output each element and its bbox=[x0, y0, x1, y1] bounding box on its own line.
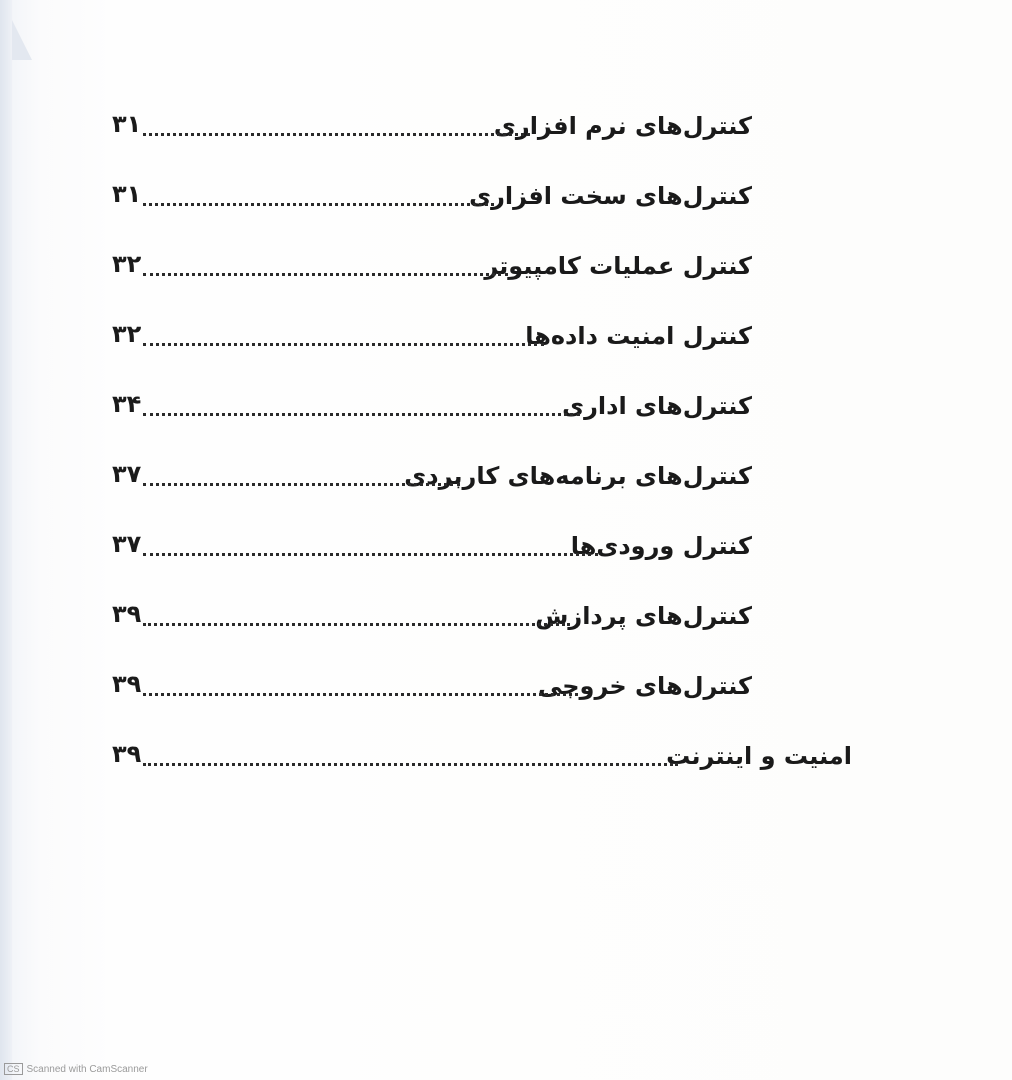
toc-dot-leader bbox=[143, 693, 578, 696]
toc-entry bbox=[112, 108, 872, 154]
toc-entry-page-number: ۳۹ bbox=[112, 740, 142, 768]
page-fold-corner bbox=[12, 20, 32, 60]
toc-entry bbox=[112, 178, 872, 224]
toc-entry bbox=[112, 248, 872, 294]
toc-entry-title: کنترل عملیات کامپیوتر bbox=[484, 252, 752, 280]
toc-entry-title: کنترل‌های پردازش bbox=[535, 602, 752, 630]
page-edge-shadow bbox=[0, 0, 12, 1080]
scanner-watermark bbox=[4, 1063, 148, 1075]
toc-entry-title: کنترل‌های سخت افزاری bbox=[469, 182, 752, 210]
toc-dot-leader bbox=[143, 273, 508, 276]
toc-entry-page-number: ۳۷ bbox=[112, 530, 142, 558]
toc-entry-page-number: ۳۹ bbox=[112, 670, 142, 698]
toc-entry-page-number: ۳۲ bbox=[112, 320, 142, 348]
toc-entry-title: کنترل‌های برنامه‌های کاربردی bbox=[404, 462, 752, 490]
toc-entry-page-number: ۳۷ bbox=[112, 460, 142, 488]
toc-entry-page-number: ۳۲ bbox=[112, 250, 142, 278]
toc-entry-title: کنترل‌های خروجی bbox=[537, 672, 752, 700]
toc-dot-leader bbox=[143, 413, 580, 416]
toc-dot-leader bbox=[143, 623, 570, 626]
toc-entry-title: کنترل‌های نرم افزاری bbox=[493, 112, 752, 140]
toc-entry bbox=[112, 528, 872, 574]
toc-entry bbox=[112, 738, 872, 784]
toc-dot-leader bbox=[143, 133, 530, 136]
toc-entry-page-number: ۳۱ bbox=[112, 110, 142, 138]
toc-entry bbox=[112, 318, 872, 364]
toc-entry-title: کنترل ورودی‌ها bbox=[570, 532, 752, 560]
toc-entry-title: کنترل امنیت داده‌ها bbox=[525, 322, 752, 350]
toc-entry bbox=[112, 458, 872, 504]
toc-entry-page-number: ۳۴ bbox=[112, 390, 142, 418]
toc-dot-leader bbox=[143, 483, 460, 486]
toc-dot-leader bbox=[143, 763, 678, 766]
toc-dot-leader bbox=[143, 343, 544, 346]
toc-entry bbox=[112, 598, 872, 644]
toc-entry-page-number: ۳۱ bbox=[112, 180, 142, 208]
toc-entry-page-number: ۳۹ bbox=[112, 600, 142, 628]
toc-dot-leader bbox=[143, 203, 494, 206]
toc-entry bbox=[112, 668, 872, 714]
watermark-text: Scanned with CamScanner bbox=[26, 1064, 148, 1075]
toc-entry-title: کنترل‌های اداری bbox=[562, 392, 752, 420]
toc-dot-leader bbox=[143, 553, 598, 556]
table-of-contents bbox=[112, 108, 872, 808]
toc-entry bbox=[112, 388, 872, 434]
toc-entry-title: امنیت و اینترنت bbox=[666, 742, 852, 770]
camscanner-logo-icon: CS bbox=[4, 1063, 23, 1075]
